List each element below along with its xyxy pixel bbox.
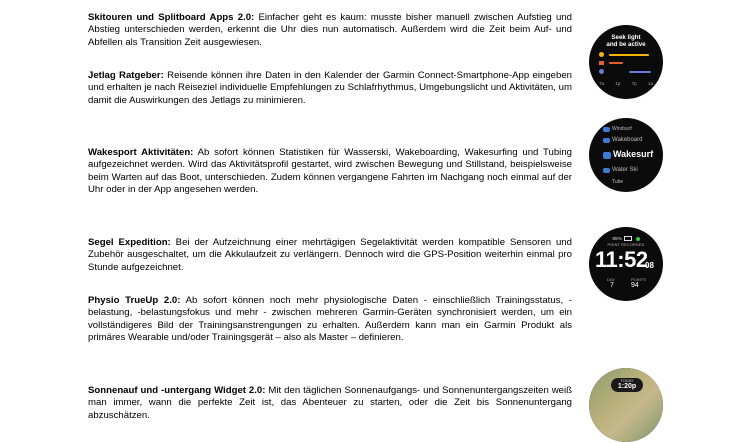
activity-bar [609,62,623,64]
day-label: DAY [607,277,615,282]
gps-status-icon [636,237,640,241]
watch-title-line: Seek light [611,34,641,41]
paragraph-title: Physio TrueUp 2.0: [88,295,181,306]
today-label: TODAY [620,378,634,383]
wakesurf-icon [603,152,611,159]
moon-icon [599,69,604,74]
axis-label: 7a [599,81,605,86]
paragraph-title: Wakesport Aktivitäten: [88,147,194,158]
paragraph-segel [88,237,572,274]
paragraph-title: Jetlag Ratgeber: [88,70,164,81]
watch-sailing-image [589,227,663,301]
paragraph-text: Reisende können ihre Daten in den Kalender der Garmin Connect-Smartphone-App eingeben und erhalten je nach Reiseziel individuelle Empfehlungen zu Schlafrhythmus, Umgebungslicht und Aktivitäten, um damit die Auswirkungen des Jetlags zu minimieren. [88,70,573,106]
battery-icon [624,236,632,241]
axis-label: 1a [647,81,653,86]
activity-label: Tube [612,179,624,185]
battery-status [589,236,663,242]
watch-title-line: and be active [606,41,646,48]
paragraph-wakesport [88,147,572,197]
activity-label: Windsurf [612,126,632,132]
activity-icon [599,61,604,65]
paragraph-title: Segel Expedition: [88,237,171,248]
activity-label: Water Ski [612,167,638,173]
paragraph-title: Sonnenauf und -untergang Widget 2.0: [88,385,266,396]
activity-label: Wakesurf [613,149,654,159]
sun-icon [599,52,604,57]
watch-jetlag-image [589,25,663,99]
windsurf-icon [603,127,610,132]
recorder-label: POINT RECORDED [607,243,645,247]
watch-seconds: 08 [645,261,654,270]
paragraph-text: Ab sofort können noch mehr physiologische Daten - einschließlich Trainingsstatus, -belastung, -belastungsfokus und mehr - zwischen mehreren Garmin-Geräten synchronisiert werden, um ein vollständigeres Bild der Trainingsanstrengungen zu erhalten. Außerdem kann man ein Garmin Produkt als primäres Wearable und/oder Trainingsgerät – also als Master – definieren. [88,295,572,344]
light-bar [609,54,649,56]
paragraph-physio [88,295,572,345]
time-axis [599,81,653,86]
sleep-bar [629,71,651,73]
paragraph-text: Ab sofort können Statistiken für Wasserski, Wakeboarding, Wakesurfing und Tubing aufgezeichnet werden. Wird das Aktivitätsprofil gestartet, wird zwischen Bewegung und Stillstand, beispielsweise beim Warten auf das Boot, unterschieden. Zudem können vergangene Fahrten im Nachgang noch einmal auf der Uhr oder in der App angesehen werden. [88,147,572,196]
sunset-time: 1:20p [617,383,637,390]
watch-time: 11:52 [595,247,648,272]
paragraph-jetlag [88,70,572,107]
day-value: 7 [610,282,614,289]
paragraph-skitouren [88,12,572,49]
paragraph-text: Einfacher geht es kaum: musste bisher manuell zwischen Aufstieg und Abstieg unterschieden werden, erkennt die Uhr dies nun automatisch. Außerdem wird die Zeit beim Auf- und Abfellen als Transition Zeit ausgewiesen. [88,12,572,48]
water-ski-icon [603,168,610,173]
axis-label: 7p [631,81,637,86]
axis-label: 1p [615,81,621,86]
paragraph-text: Mit den täglichen Sonnenaufgangs- und Sonnenuntergangszeiten weiß man immer, wann die perfekte Zeit ist, das Abenteuer zu starten, oder die Zeit bis Sonnenuntergang abzuschätzen. [88,385,572,421]
activity-label: Wakeboard [612,137,643,143]
watch-jetlag-title [589,34,663,48]
watch-wakesport-image [589,118,663,192]
paragraph-sunset [88,385,572,422]
sunset-badge [611,378,643,392]
paragraph-title: Skitouren und Splitboard Apps 2.0: [88,12,255,23]
battery-percent: 85% [612,236,622,242]
paragraph-text: Bei der Aufzeichnung einer mehrtägigen Segelaktivität werden kompatible Sensoren und Zubehör ausgeschaltet, um die Akkulaufzeit zu verlängern. Dennoch wird die GPS-Position weiterhin einmal pro Stunde aufgezeichnet. [88,237,572,273]
points-label: POINTS [631,277,646,282]
watch-sunset-image [589,368,663,442]
points-value: 94 [631,282,639,289]
wakeboard-icon [603,138,610,143]
